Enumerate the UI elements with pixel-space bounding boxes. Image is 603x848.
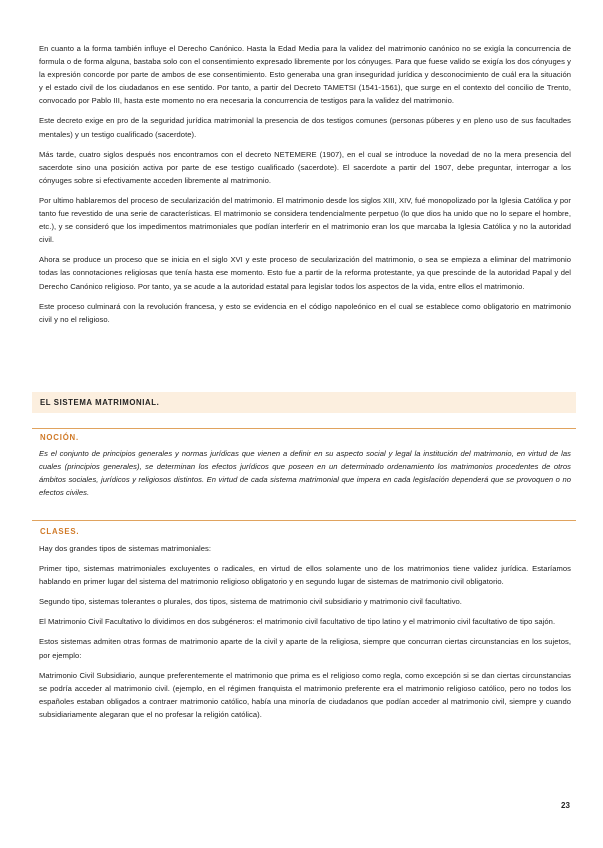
divider-nocion bbox=[32, 428, 576, 429]
clases-paragraph-facultativo: El Matrimonio Civil Facultativo lo dividimos en dos subgéneros: el matrimonio civil facultativo de tipo latino y el matrimonio civil facultativo de tipo sajón. bbox=[39, 617, 556, 627]
paragraph-netemere: Más tarde, cuatro siglos después nos encontramos con el decreto NETEMERE (1907), en el cual se introduce la novedad de no la mera presencia del sacerdote sino una posición activa por parte de ese testigo cualificado (sacerdote). El sacerdote a partir del 1907, debe preguntar, interrogar a los cónyuges sobre si efectivamente acceden libremente al matrimonio. bbox=[39, 149, 571, 185]
paragraph-secularizacion: Por ultimo hablaremos del proceso de secularización del matrimonio. El matrimonio desde los siglos XIII, XIV, fué monopolizado por la Iglesia Católica y por tanto fue revestido de una serie de características. El matrimonio se considera tendencialmente perpetuo (lo que dios ha unido que no lo separe el hombre, etc.), y se consideró que los impedimentos matrimoniales que podían interferir en el matrimonio eran los que marcaba la Iglesia Católica y no la autoridad civil. bbox=[39, 195, 571, 245]
clases-paragraph-otras-formas: Estos sistemas admiten otras formas de matrimonio aparte de la civil y aparte de la religiosa, siempre que concurran ciertas circunstancias en los sujetos, por ejemplo: bbox=[39, 637, 571, 660]
divider-clases bbox=[32, 520, 576, 521]
section-title: EL SISTEMA MATRIMONIAL. bbox=[40, 398, 160, 407]
nocion-block bbox=[39, 447, 571, 506]
paragraph-revolucion: Este proceso culminará con la revolución francesa, y esto se evidencia en el código napoleónico en el cual se establece como obligatorio en matrimonio civil y no el religioso. bbox=[39, 301, 571, 324]
clases-paragraph-segundo-tipo: Segundo tipo, sistemas tolerantes o plurales, dos tipos, sistema de matrimonio civil subsidiario y matrimonio civil facultativo. bbox=[39, 597, 462, 607]
clases-paragraph-primer-tipo: Primer tipo, sistemas matrimoniales excluyentes o radicales, en virtud de ellos solamente uno de los matrimonios tiene validez jurídica. Estaríamos hablando en primer lugar del sistema del matrimonio religioso obligatorio y en segundo lugar de sistemas de matrimonio civil obligatorio. bbox=[39, 564, 571, 587]
paragraph-forma: En cuanto a la forma también influye el Derecho Canónico. Hasta la Edad Media para la validez del matrimonio canónico no se exigía la concurrencia de formula o de forma alguna, bastaba solo con el consentimiento expresado libremente por los cónyuges. Para que fuese valido se exigía los dos cónyuges y la expresión concorde por parte de ambos de ese consentimiento. Esto generaba una gran inseguridad jurídica y desconocimiento de cuál era la situación y el estado civil de los ciudadanos en ese sentido. Por tanto, a partir del Decreto TAMETSI (1541-1561), que surge en el contexto del concilio de Trento, convocado por Pablo III, hasta este momento no era necesaria la concurrencia de testigos para la validez del matrimonio. bbox=[39, 44, 571, 106]
intro-text bbox=[39, 42, 571, 333]
clases-paragraph-intro: Hay dos grandes tipos de sistemas matrimoniales: bbox=[39, 544, 212, 553]
nocion-heading: NOCIÓN. bbox=[40, 433, 79, 442]
paragraph-siglo-xvi: Ahora se produce un proceso que se inicia en el siglo XVI y este proceso de secularización del matrimonio, o sea se empieza a eliminar del matrimonio todas las connotaciones religiosas que tenía hasta ese momento. Esto fue a partir de la reforma protestante, ya que prescinde de la autoridad Papal y del Derecho Canónico religioso. Por tanto, ya se acude a la autoridad estatal para legislar todos los aspectos de la vida, entre ellos el matrimonio. bbox=[39, 255, 571, 291]
clases-paragraph-subsidiario: Matrimonio Civil Subsidiario, aunque preferentemente el matrimonio que prima es el religioso como regla, como excepción si se dan ciertas circunstancias se podría acceder al matrimonio civil. (ejemplo, en el régimen franquista el matrimonio preferente era el matrimonio religioso católico, pero no todos los españoles estaban obligados a contraer matrimonio católico, había una minoría de ciudadanos que podían acceder al matrimonio civil, siempre y cuando subsidiariamente alegaran que el no profesar la religión católica). bbox=[39, 670, 571, 719]
clases-block bbox=[39, 542, 571, 728]
nocion-text: Es el conjunto de principios generales y normas jurídicas que vienen a definir en su aspecto social y legal la institución del matrimonio, en virtud de las cuales (principios generales), se determinan los efectos jurídicos que poseen en un determinado ordenamiento los matrimonios procedentes de otros ámbitos sociales, jurídicos y religiosos distintos. En virtud de cada sistema matrimonial que impera en cada legislación dependerá que se provoquen o no efectos civiles. bbox=[39, 449, 571, 498]
clases-heading: CLASES. bbox=[40, 527, 80, 536]
paragraph-decreto: Este decreto exige en pro de la seguridad jurídica matrimonial la presencia de dos testigos comunes (personas púberes y en pleno uso de sus facultades mentales) y un testigo cualificado (sacerdote). bbox=[39, 116, 571, 139]
page-number: 23 bbox=[561, 801, 570, 810]
